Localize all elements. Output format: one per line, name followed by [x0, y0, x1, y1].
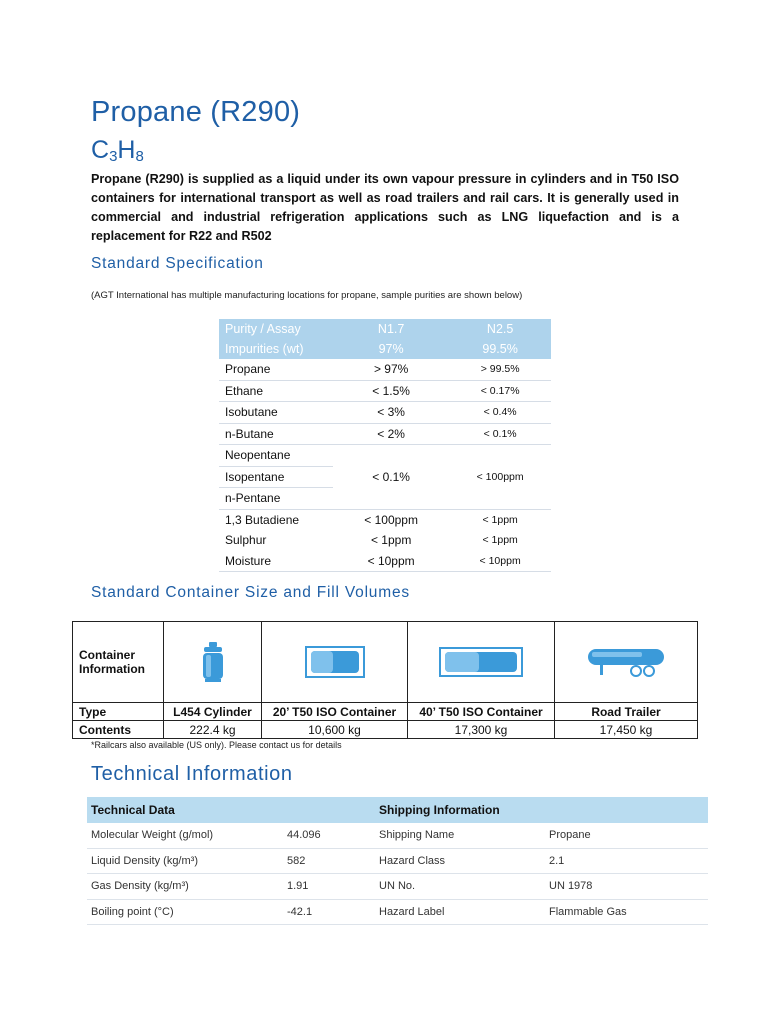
spec-value-n25: > 99.5%	[449, 359, 551, 380]
shipping-value: 2.1	[545, 848, 708, 874]
spec-row	[219, 423, 551, 445]
spec-value-n17: < 1.5%	[333, 380, 449, 402]
spec-label: Moisture	[219, 551, 333, 572]
iso-container-40-icon	[439, 647, 523, 677]
intro-paragraph: Propane (R290) is supplied as a liquid under its own vapour pressure in cylinders and in T50 ISO containers for international transport as well as road trailers and rail cars. It is generally used in commercial and industrial refrigeration applications such as LNG liquefaction and is a replacement for R22 and R502	[91, 172, 679, 243]
spec-label: Neopentane	[219, 445, 333, 467]
container-contents: 17,450 kg	[555, 721, 698, 739]
spec-value-n17: < 3%	[333, 402, 449, 424]
spec-value-n17: < 10ppm	[333, 551, 449, 572]
container-type-row	[73, 703, 698, 721]
tech-value: 44.096	[283, 823, 375, 848]
tech-value: -42.1	[283, 899, 375, 925]
spec-header-cell: 97%	[333, 339, 449, 359]
contents-label: Contents	[73, 721, 164, 739]
spec-label: Propane	[219, 359, 333, 380]
container-table	[72, 621, 698, 739]
tech-table	[87, 797, 708, 925]
formula-h: H	[117, 136, 136, 164]
iso-container-20-icon	[305, 646, 365, 678]
spec-value-n25: < 0.4%	[449, 402, 551, 424]
spec-label: 1,3 Butadiene	[225, 512, 300, 527]
spec-value-n25: < 0.17%	[449, 380, 551, 402]
page-title: Propane (R290)	[91, 96, 301, 128]
shipping-key: Hazard Class	[375, 848, 545, 874]
tech-key: Liquid Density (kg/m³)	[87, 848, 283, 874]
tech-heading: Technical Information	[91, 763, 293, 785]
container-contents: 17,300 kg	[408, 721, 555, 739]
spec-value-n17: < 2%	[333, 423, 449, 445]
container-type: L454 Cylinder	[164, 703, 262, 721]
spec-header-cell: Purity / Assay	[219, 319, 333, 339]
spec-value-n25: < 1ppm	[482, 534, 518, 547]
tech-key: Molecular Weight (g/mol)	[87, 823, 283, 848]
chemical-formula	[91, 136, 144, 165]
spec-header-cell: 99.5%	[449, 339, 551, 359]
cylinder-icon	[201, 641, 225, 683]
spec-header-cell: Impurities (wt)	[219, 339, 333, 359]
tech-value: 582	[283, 848, 375, 874]
container-contents: 10,600 kg	[262, 721, 408, 739]
spec-value-n17: < 100ppm	[364, 512, 418, 527]
container-info-label: Container Information	[73, 622, 164, 703]
tech-row	[87, 874, 708, 900]
spec-row	[219, 551, 551, 572]
spec-header-row	[219, 339, 551, 359]
road-trailer-icon	[586, 645, 666, 679]
spec-row	[219, 380, 551, 402]
spec-label: n-Butane	[219, 423, 333, 445]
tech-row	[87, 848, 708, 874]
tech-row	[87, 823, 708, 848]
formula-c: C	[91, 136, 110, 164]
container-type: 20’ T50 ISO Container	[262, 703, 408, 721]
shipping-value: UN 1978	[545, 874, 708, 900]
spec-header-row	[219, 319, 551, 339]
container-heading: Standard Container Size and Fill Volumes	[91, 584, 410, 601]
spec-row	[219, 509, 551, 530]
spec-label: n-Pentane	[219, 488, 333, 510]
formula-c-subscript: 3	[109, 148, 118, 165]
spec-heading: Standard Specification	[91, 255, 264, 272]
type-label: Type	[73, 703, 164, 721]
tech-header-left: Technical Data	[87, 797, 375, 823]
container-contents-row	[73, 721, 698, 739]
spec-row	[219, 445, 551, 467]
spec-header-cell: N1.7	[333, 319, 449, 339]
tech-value: 1.91	[283, 874, 375, 900]
spec-label: Isobutane	[219, 402, 333, 424]
tech-key: Boiling point (°C)	[87, 899, 283, 925]
spec-value-n25: < 1ppm	[482, 513, 518, 526]
shipping-key: Shipping Name	[375, 823, 545, 848]
formula-h-subscript: 8	[135, 148, 144, 165]
container-contents: 222.4 kg	[164, 721, 262, 739]
spec-note: (AGT International has multiple manufacturing locations for propane, sample purities are shown below)	[91, 290, 523, 301]
spec-value-n17: < 0.1%	[333, 445, 449, 510]
railcar-note: *Railcars also available (US only). Please contact us for details	[91, 740, 342, 750]
container-type: Road Trailer	[555, 703, 698, 721]
tech-header-row	[87, 797, 708, 823]
spec-label: Ethane	[219, 380, 333, 402]
spec-row	[219, 530, 551, 551]
spec-label: Isopentane	[219, 466, 333, 488]
shipping-key: Hazard Label	[375, 899, 545, 925]
container-image-row	[73, 622, 698, 703]
spec-table	[219, 319, 551, 572]
shipping-value: Propane	[545, 823, 708, 848]
spec-row	[219, 359, 551, 380]
spec-value-n25: < 10ppm	[449, 551, 551, 572]
spec-value-n17: > 97%	[333, 359, 449, 380]
spec-value-n17: < 1ppm	[370, 533, 412, 548]
container-type: 40’ T50 ISO Container	[408, 703, 555, 721]
tech-header-right: Shipping Information	[375, 797, 708, 823]
spec-value-n25: < 0.1%	[449, 423, 551, 445]
spec-label: Sulphur	[225, 533, 267, 548]
spec-header-cell: N2.5	[449, 319, 551, 339]
spec-value-n25: < 100ppm	[449, 445, 551, 510]
spec-row	[219, 402, 551, 424]
tech-key: Gas Density (kg/m³)	[87, 874, 283, 900]
tech-row	[87, 899, 708, 925]
shipping-key: UN No.	[375, 874, 545, 900]
shipping-value: Flammable Gas	[545, 899, 708, 925]
